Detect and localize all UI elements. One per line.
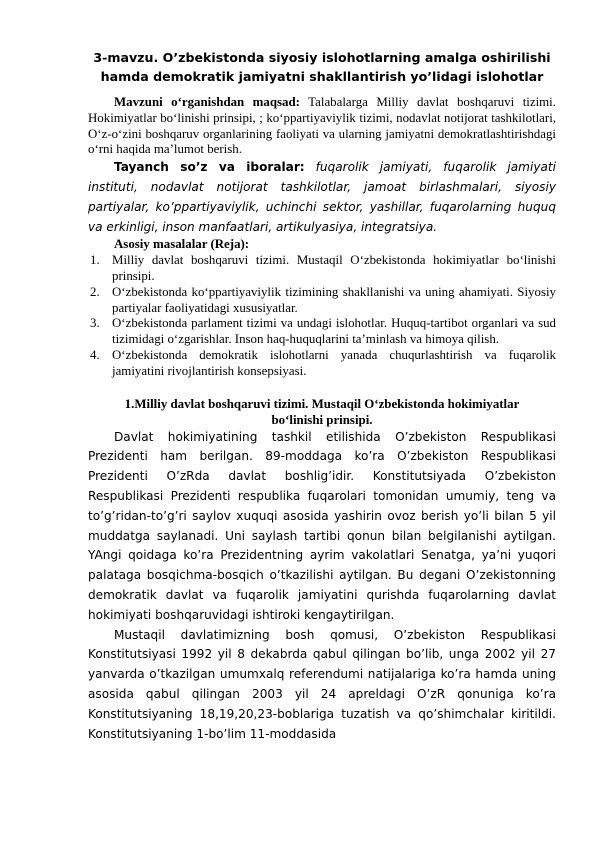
plan-item-number: 4. — [90, 347, 100, 362]
plan-item — [90, 284, 556, 317]
plan-list — [88, 253, 556, 379]
plan-item-text: O‘zbekistonda parlament tizimi va undagi islohotlar. Huquq-tartibot organlari va sud tizimidagi o‘zgarishlar. Inson haq-huquqlarini ta’minlash va himoya qilish. — [112, 316, 556, 347]
section-heading — [88, 396, 556, 428]
plan-item-text: O‘zbekistonda demokratik islohotlarni yanada chuqurlashtirish va fuqarolik jamiyatini rivojlantirish konsepsiyasi. — [112, 347, 556, 378]
keywords-paragraph — [88, 158, 556, 237]
body-paragraph-1: Davlat hokimiyatining tashkil etilishida O’zbekiston Respublikasi Prezidenti ham berilgan. 89-moddaga ko’ra O’zbekiston Respublikasi Prezidenti O’zRda davlat boshlig’idir. Konstitutsiyada O’zbekiston Respublikasi Prezidenti respublika fuqarolari tomonidan umumiy, teng va to’g’ridan-to’g’ri saylov xuquqi asosida yashirin ovoz berish yo’li bilan 5 yil muddatga saylanadi. Uni saylash tartibi qonun bilan belgilanishi aytilgan. YAngi qoidaga ko’ra Prezidentning ayrim vakolatlari Senatga, ya’ni yuqori palataga bosqichma-bosqich o’tkazilishi aytilgan. Bu degani O’zekistonning demokratik davlat va fuqarolik jamiyatini qurishda fuqarolarning davlat hokimiyati boshqaruvidagi ishtiroki kengaytirilgan. — [88, 429, 556, 622]
plan-item-text: Milliy davlat boshqaruvi tizimi. Mustaqil O‘zbekistonda hokimiyatlar bo‘linishi prinsipi. — [112, 253, 556, 283]
plan-item-number: 1. — [90, 253, 100, 268]
plan-item-text: O‘zbekistonda ko‘ppartiyaviylik tizimining shakllanishi va uning ahamiyati. Siyosiy partiyalar faoliyatidagi xususiyatlar. — [112, 284, 556, 315]
plan-item-number: 2. — [90, 284, 100, 299]
plan-block — [88, 237, 556, 379]
plan-item — [90, 347, 556, 380]
section-heading-line-2: bo‘linishi prinsipi. — [271, 412, 373, 427]
section-heading-line-1: 1.Milliy davlat boshqaruvi tizimi. Mustaqil O‘zbekistonda hokimiyatlar — [124, 396, 520, 411]
document-page — [88, 48, 556, 744]
objective-label: Mavzuni o‘rganishdan maqsad: — [114, 95, 300, 109]
objective-text: Talabalarga Milliy davlat boshqaruvi tizimi. Hokimiyatlar bo‘linishi prinsipi, ; ko‘ppartiyaviylik tizimi, nodavlat notijorat tashkilotlari, O‘z-o‘zini boshqaruv organlarining faoliyati va ularning jamiyatni demokratlashtirishdagi o‘rni haqida ma’lumot berish. — [88, 95, 556, 157]
document-title — [88, 48, 556, 86]
objective-paragraph — [88, 95, 556, 158]
body-paragraph-2: Mustaqil davlatimizning bosh qomusi, O’zbekiston Respublikasi Konstitutsiyasi 1992 yil 8 dekabrda qabul qilingan bo’lib, unga 2002 yil 27 yanvarda o’tkazilgan umumxalq referendumi natijalariga ko’ra hamda uning asosida qabul qilingan 2003 yil 24 apreldagi O’zR qonuniga ko’ra Konstitutsiyaning 18,19,20,23-boblariga tuzatish va qo’shimchalar kiritildi. Konstitutsiyaning 1-bo’lim 11-moddasida — [88, 627, 556, 741]
plan-item — [90, 253, 556, 285]
plan-item — [90, 316, 556, 348]
plan-item-number: 3. — [90, 316, 100, 331]
plan-heading: Asosiy masalalar (Reja): — [114, 237, 250, 252]
keywords-text: fuqarolik jamiyati, fuqarolik jamiyati instituti, nodavlat notijorat tashkilotlar, jamoat birlashmalari, siyosiy partiyalar, ko’ppartiyaviylik, uchinchi sektor, yashillar, fuqarolarning huquq va erkinligi, inson manfaatlari, artikulyasiya, integratsiya. — [88, 160, 556, 234]
keywords-label: Tayanch so’z va iboralar: — [114, 160, 305, 175]
title-line-1: 3-mavzu. O’zbekistonda siyosiy islohotlarning amalga oshirilishi — [93, 50, 551, 65]
title-line-2: hamda demokratik jamiyatni shakllantirish yo’lidagi islohotlar — [100, 69, 544, 84]
